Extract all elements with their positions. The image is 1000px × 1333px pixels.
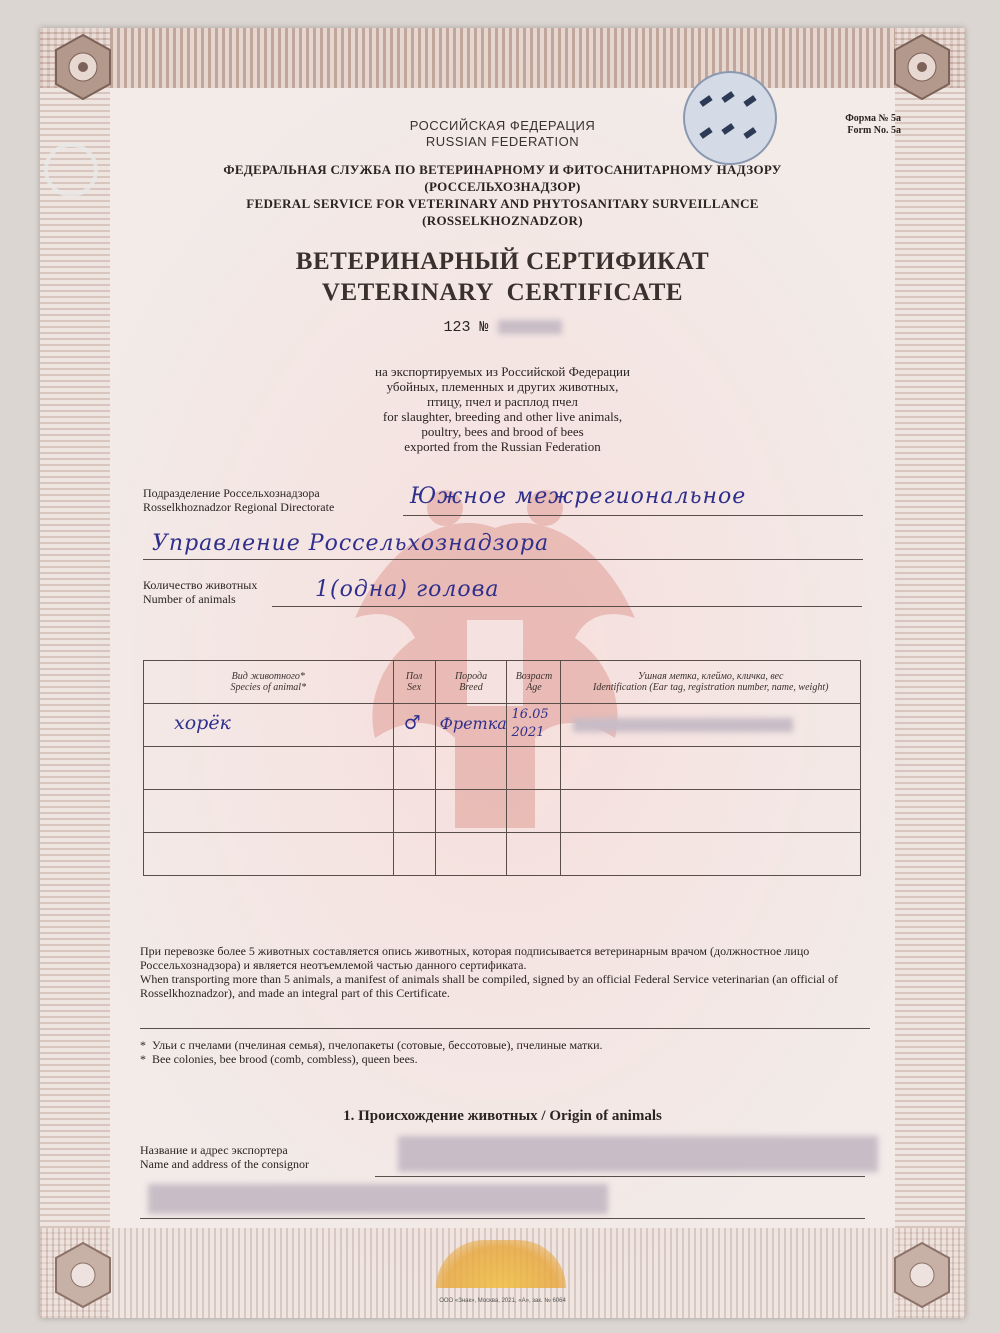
asterisk-ru: *	[140, 1038, 146, 1052]
title-ru: ВЕТЕРИНАРНЫЙ СЕРТИФИКАТ	[295, 248, 710, 275]
manifest-note-ru: При перевозке более 5 животных составляется опись животных, которая подписывается ветеринарным врачом (должностное лицо Россельхознадзора) и является неотъемлемой частью данного сертификата.	[140, 944, 810, 972]
consignor-label-ru: Название и адрес экспортера	[140, 1143, 288, 1157]
guilloche-top-border	[40, 28, 965, 88]
directorate-underline	[403, 515, 863, 516]
desc-ru-2: убойных, племенных и других животных,	[386, 379, 619, 394]
bees-footnote	[140, 1038, 870, 1066]
header-breed: Порода Breed	[435, 661, 507, 704]
form-number-en: Form No. 5a	[847, 125, 901, 136]
age-value: 16.05 2021	[511, 707, 549, 740]
cell-species	[144, 704, 394, 747]
service-en: FEDERAL SERVICE FOR VETERINARY AND PHYTOSANITARY SURVEILLANCE	[246, 196, 759, 211]
country-heading	[40, 118, 965, 150]
animal-count-label	[143, 578, 257, 606]
count-label-ru: Количество животных	[143, 578, 258, 592]
cell-age	[507, 704, 561, 747]
header-sex: Пол Sex	[393, 661, 435, 704]
country-en: RUSSIAN FEDERATION	[425, 134, 580, 149]
redacted-consignor-line1	[398, 1136, 878, 1172]
consignor-label-en: Name and address of the consignor	[140, 1157, 309, 1171]
section-origin-title: 1. Происхождение животных / Origin of animals	[343, 1108, 662, 1124]
rosette-corner-icon	[48, 32, 118, 102]
title-en: VETERINARY CERTIFICATE	[321, 279, 684, 306]
desc-en-2: poultry, bees and brood of bees	[421, 424, 584, 439]
desc-en-3: exported from the Russian Federation	[404, 439, 601, 454]
desc-ru-1: на экспортируемых из Российской Федерации	[375, 364, 630, 379]
service-ru-short: (РОССЕЛЬХОЗНАДЗОР)	[424, 179, 581, 194]
service-ru: ФЕДЕРАЛЬНАЯ СЛУЖБА ПО ВЕТЕРИНАРНОМУ И ФИТОСАНИТАРНОМУ НАДЗОРУ	[223, 162, 782, 177]
table-row	[144, 833, 861, 876]
service-en-short: (ROSSELKHOZNADZOR)	[422, 213, 583, 228]
service-heading	[40, 161, 965, 229]
redacted-number	[498, 320, 562, 334]
rosette-corner-icon	[887, 32, 957, 102]
count-underline	[272, 606, 862, 607]
directorate-underline-2	[143, 559, 863, 560]
directorate-label-en: Rosselkhoznadzor Regional Directorate	[143, 500, 335, 514]
header-identification: Ушная метка, клеймо, кличка, вес Identification (Ear tag, registration number, name, weight)	[561, 661, 861, 704]
consignor-underline-2	[140, 1218, 865, 1219]
bees-note-ru: Ульи с пчелами (пчелиная семья), пчелопакеты (сотовые, бессотовые), пчелиные матки.	[152, 1038, 603, 1052]
redacted-consignor-line2	[148, 1184, 608, 1214]
country-ru: РОССИЙСКАЯ ФЕДЕРАЦИЯ	[409, 118, 596, 133]
bees-note-en: Bee colonies, bee brood (comb, combless), queen bees.	[152, 1052, 418, 1066]
directorate-label-ru: Подразделение Россельхознадзора	[143, 486, 320, 500]
table-header-row	[144, 661, 861, 704]
certificate-description	[40, 364, 965, 454]
cell-breed	[435, 704, 507, 747]
table-row	[144, 790, 861, 833]
directorate-value-line2: Управление Россельхознадзора	[152, 531, 550, 556]
manifest-note-en: When transporting more than 5 animals, a manifest of animals shall be compiled, signed by an official Federal Service veterinarian (an official of Rosselkhoznadzor), and made an integral part of this Certificate.	[140, 972, 838, 1000]
directorate-value-line1: Южное межрегиональное	[410, 484, 747, 509]
certificate-sheet	[40, 28, 965, 1318]
cell-identification	[561, 704, 861, 747]
animal-count-value: 1(одна) голова	[315, 577, 500, 602]
certificate-number	[40, 319, 965, 336]
form-number-ru: Форма № 5а	[845, 113, 901, 124]
cell-sex	[393, 704, 435, 747]
notes-divider	[140, 1028, 870, 1029]
certificate-title	[40, 246, 965, 308]
animals-table	[143, 660, 861, 876]
directorate-label	[143, 486, 334, 514]
desc-en-1: for slaughter, breeding and other live animals,	[382, 409, 623, 424]
species-value: хорёк	[174, 712, 231, 734]
consignor-underline	[375, 1176, 865, 1177]
consignor-label	[140, 1143, 309, 1171]
asterisk-en: *	[140, 1052, 146, 1066]
breed-value: Фретка	[439, 714, 507, 733]
sex-value: ♂	[403, 712, 421, 734]
header-species: Вид животного* Species of animal*	[144, 661, 394, 704]
manifest-note	[140, 944, 870, 1000]
number-sign: №	[479, 319, 489, 336]
table-row	[144, 747, 861, 790]
certificate-series: 123	[443, 319, 471, 336]
table-row	[144, 704, 861, 747]
printer-imprint: ООО «Знак», Москва, 2021, «А», зак. № 6064	[439, 1298, 566, 1304]
header-age: Возраст Age	[507, 661, 561, 704]
desc-ru-3: птицу, пчел и расплод пчел	[427, 394, 578, 409]
count-label-en: Number of animals	[143, 592, 236, 606]
redacted-identification	[573, 718, 793, 732]
